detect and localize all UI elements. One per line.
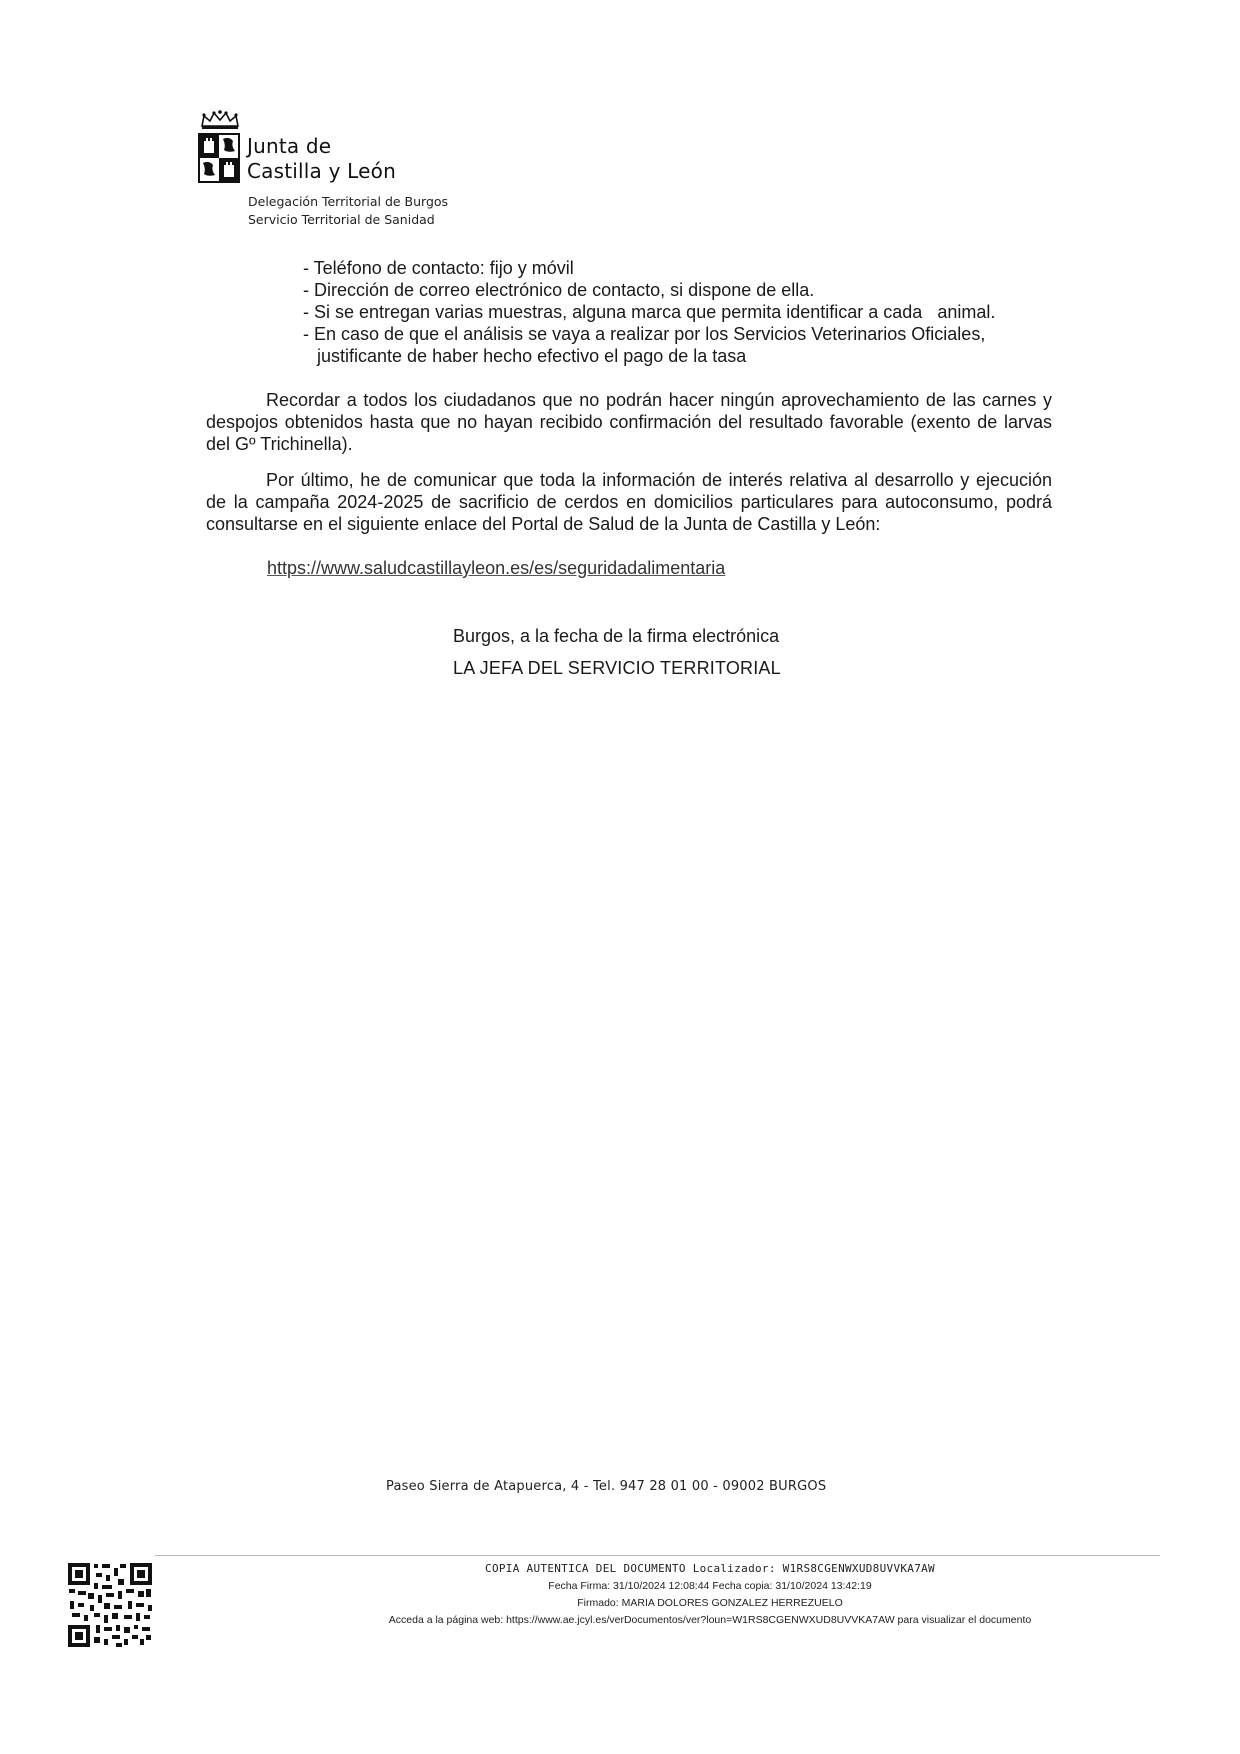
- org-name-line2: Castilla y León: [247, 159, 396, 183]
- signed-by: Firmado: MARIA DOLORES GONZALEZ HERREZUELO: [577, 1597, 843, 1609]
- list-item: - Teléfono de contacto: fijo y móvil: [303, 258, 574, 278]
- list-item: - En caso de que el análisis se vaya a realizar por los Servicios Veterinarios Oficiales,: [303, 324, 986, 344]
- paragraph: [206, 389, 1052, 455]
- coat-of-arms-icon: [198, 133, 240, 183]
- crown-icon: [200, 110, 240, 130]
- list-item-continuation: justificante de haber hecho efectivo el pago de la tasa: [317, 346, 747, 366]
- health-portal-link[interactable]: https://www.saludcastillayleon.es/es/seguridadalimentaria: [267, 558, 726, 578]
- service-name: Servicio Territorial de Sanidad: [248, 212, 435, 227]
- signature-place-date: Burgos, a la fecha de la firma electrónica: [453, 626, 780, 646]
- department-info: [248, 193, 448, 229]
- org-name-line1: Junta de: [247, 134, 332, 158]
- signature-dates: Fecha Firma: 31/10/2024 12:08:44 Fecha copia: 31/10/2024 13:42:19: [548, 1580, 872, 1592]
- list-item: - Si se entregan varias muestras, alguna marca que permita identificar a cada animal.: [303, 302, 996, 322]
- requirements-list: [303, 257, 1063, 367]
- footer-address: Paseo Sierra de Atapuerca, 4 - Tel. 947 28 01 00 - 09002 BURGOS: [386, 1479, 827, 1494]
- authentic-copy-locator: COPIA AUTENTICA DEL DOCUMENTO Localizador: W1RS8CGENWXUD8UVVKA7AW: [485, 1562, 935, 1575]
- verification-url: Acceda a la página web: https://www.ae.jcyl.es/verDocumentos/ver?loun=W1RS8CGENWXUD8UVVKA7AW para visualizar el documento: [388, 1614, 1032, 1626]
- delegation-name: Delegación Territorial de Burgos: [248, 194, 449, 209]
- list-item: - Dirección de correo electrónico de contacto, si dispone de ella.: [303, 280, 815, 300]
- organization-name: [247, 134, 396, 184]
- paragraph: [206, 469, 1052, 535]
- paragraph-text: Por último, he de comunicar que toda la información de interés relativa al desarrollo y ejecución de la campaña 2024-2025 de sacrificio de cerdos en domicilios particulares para autoconsumo, podrá consultarse en el siguiente enlace del Portal de Salud de la Junta de Castilla y León:: [206, 470, 1052, 534]
- paragraph-text: Recordar a todos los ciudadanos que no podrán hacer ningún aprovechamiento de las carnes y despojos obtenidos hasta que no hayan recibido confirmación del resultado favorable (exento de larvas del Gº Trichinella).: [206, 390, 1052, 454]
- signature-title: LA JEFA DEL SERVICIO TERRITORIAL: [453, 658, 781, 678]
- footer-divider: [155, 1555, 1160, 1556]
- qr-code-icon: [66, 1561, 154, 1649]
